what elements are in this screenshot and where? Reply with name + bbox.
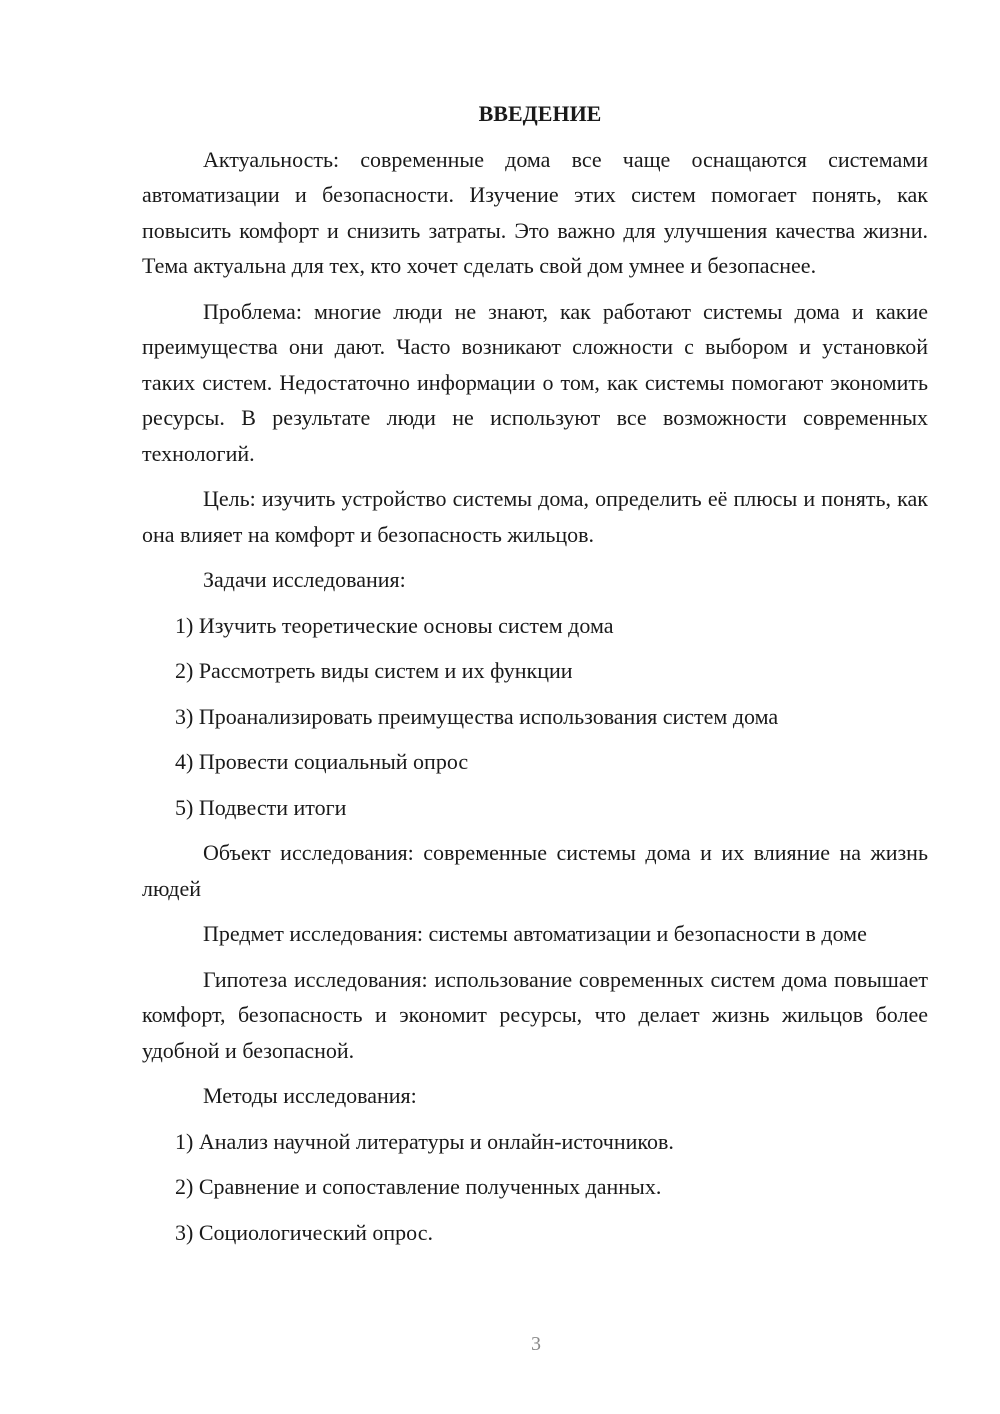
object-paragraph: Объект исследования: современные системы дома и их влияние на жизнь людей [142, 840, 928, 901]
hypothesis-paragraph: Гипотеза исследования: использование современных систем дома повышает комфорт, безопасность и экономит ресурсы, что делает жизнь жильцов более удобной и безопасной. [142, 966, 928, 1063]
task-item: 4) Провести социальный опрос [175, 749, 469, 774]
tasks-list [142, 608, 928, 826]
page-number: 3 [531, 1333, 541, 1355]
problem-paragraph: Проблема: многие люди не знают, как работают системы дома и какие преимущества они дают. Часто возникают сложности с выбором и установкой таких систем. Недостаточно информации о том, как системы помогают экономить ресурсы. В результате люди не используют все возможности современных технологий. [142, 298, 928, 466]
task-item: 5) Подвести итоги [175, 794, 347, 820]
task-item: 3) Проанализировать преимущества использования систем дома [175, 703, 779, 729]
task-item: 1) Изучить теоретические основы систем дома [175, 612, 614, 638]
page-title: ВВЕДЕНИЕ [478, 101, 602, 126]
tasks-heading: Задачи исследования: [203, 567, 406, 592]
goal-paragraph: Цель: изучить устройство системы дома, определить её плюсы и понять, как она влияет на комфорт и безопасность жильцов. [142, 486, 928, 547]
methods-list [142, 1124, 928, 1251]
page-content [142, 96, 928, 1260]
method-item: 3) Социологический опрос. [175, 1219, 433, 1245]
task-item: 2) Рассмотреть виды систем и их функции [175, 658, 573, 683]
method-item: 2) Сравнение и сопоставление полученных данных. [175, 1174, 662, 1199]
subject-paragraph: Предмет исследования: системы автоматизации и безопасности в доме [203, 921, 867, 946]
methods-heading: Методы исследования: [203, 1083, 417, 1108]
relevance-paragraph: Актуальность: современные дома все чаще оснащаются системами автоматизации и безопасности. Изучение этих систем помогает понять, как повысить комфорт и снизить затраты. Это важно для улучшения качества жизни. Тема актуальна для тех, кто хочет сделать свой дом умнее и безопаснее. [142, 146, 928, 278]
method-item: 1) Анализ научной литературы и онлайн-источников. [175, 1128, 674, 1154]
